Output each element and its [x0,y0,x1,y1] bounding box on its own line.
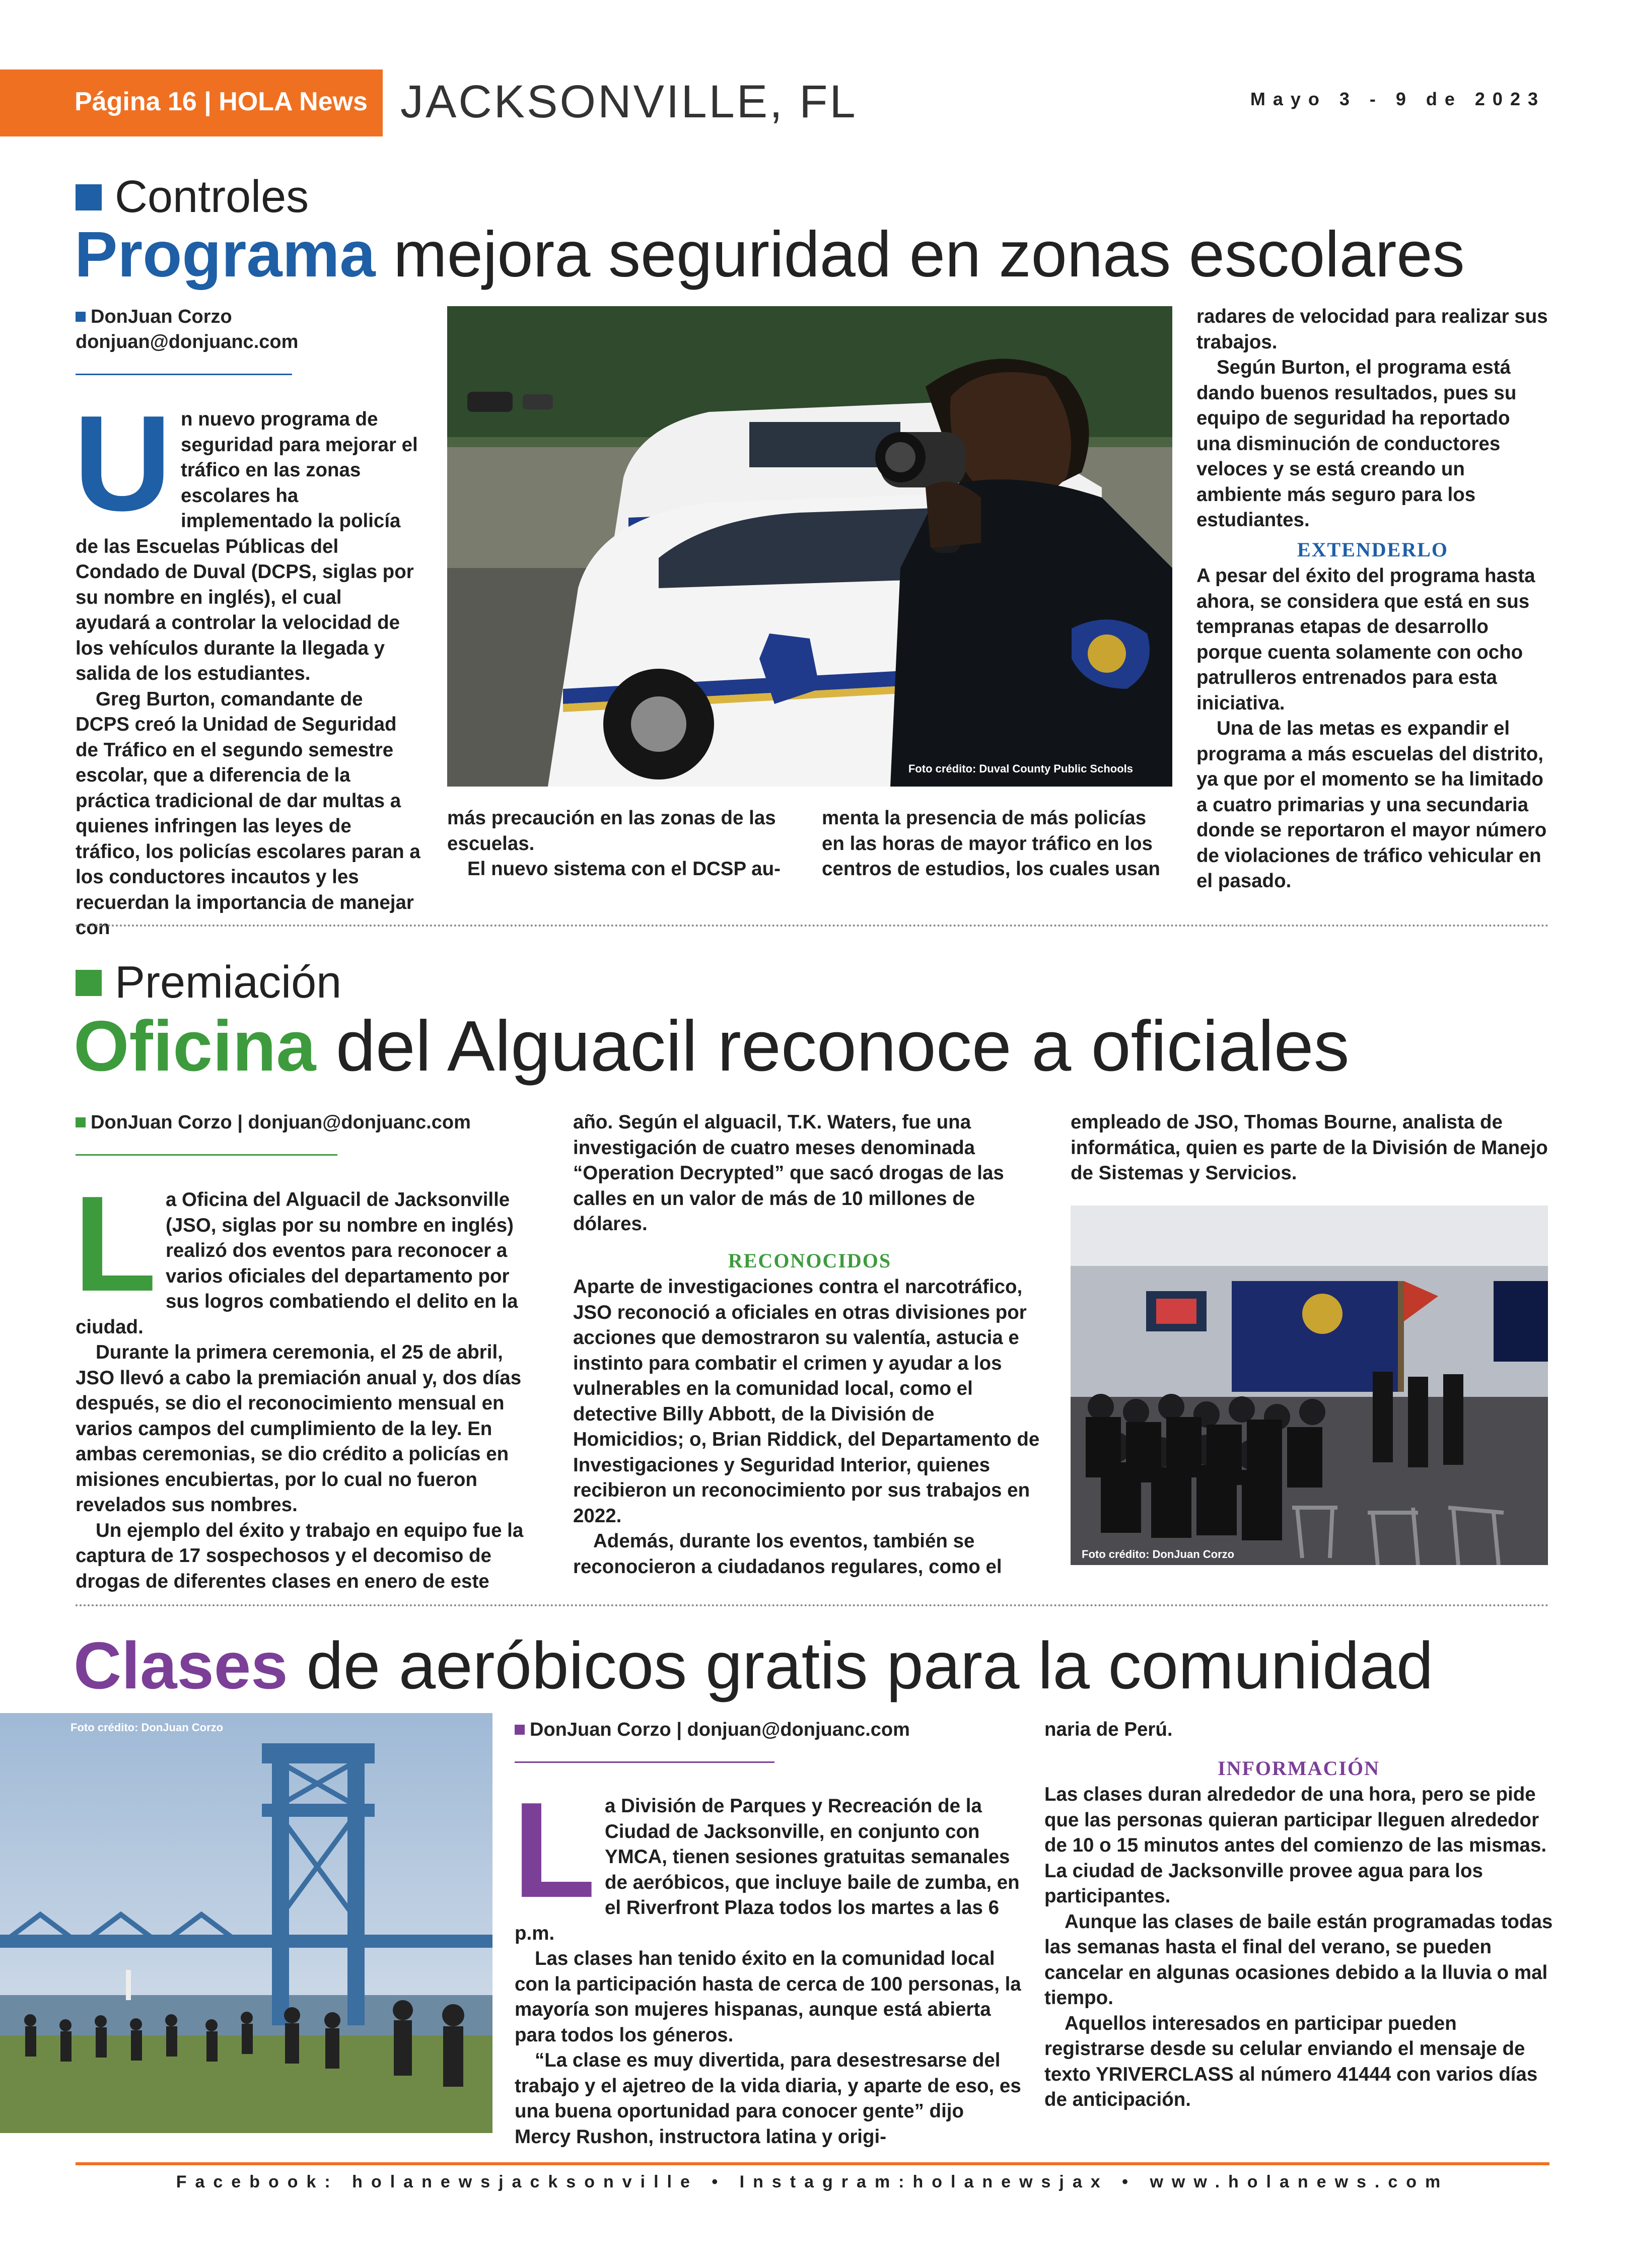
byline-text: DonJuan Corzo | donjuan@donjuanc.com [91,1112,471,1133]
paragraph: Una de las metas es expandir el programa a más escuelas del distrito, ya que por el momento se ha limitado a cuatro primarias y una secundaria donde se reportaron el mayor número de violaciones de tráfico vehicular en el pasado. [1196,718,1547,892]
headline-rest: mejora seguridad en zonas escolares [375,219,1465,291]
photo-credit: Foto crédito: DonJuan Corzo [1082,1548,1235,1561]
paragraph: Aquellos interesados en participar pueden registrarse desde su celular enviando el mensaje de texto YRIVERCLASS al número 41444 con varios días de anticipación. [1044,2012,1538,2110]
article2-kicker [76,957,341,1009]
paragraph: A pesar del éxito del programa hasta ahora, se considera que está en sus tempranas etapas de desarrollo porque cuenta solamente con ocho patrulleros entrenados para esta iniciativa. [1196,565,1535,714]
page-label-tab [0,69,383,136]
paragraph: Aunque las clases de baile están programadas todas las semanas hasta el final del verano, se pueden cancelar en algunas ocasiones debido a la lluvia o mal tiempo. [1044,1910,1553,2009]
paragraph: menta la presencia de más policías en las horas de mayor tráfico en los centros de estudios, los cuales usan [822,807,1160,880]
subhead: RECONOCIDOS [728,1249,892,1272]
paragraph: año. Según el alguacil, T.K. Waters, fue una investigación de cuatro meses denominada “Operation Decrypted” que sacó drogas de las calles en un valor de más de 10 millones de dólares. [573,1111,1004,1235]
byline-rule [515,1761,774,1763]
paragraph: Durante la primera ceremonia, el 25 de abril, JSO llevó a cabo la premiación anual y, dos días después, se dio el reconocimiento mensual en varios campos del cumplimiento de la ley. En ambas ceremonias, se dio crédito a policías en misiones encubiertas, por lo cual no fueron revelados sus nombres. [76,1341,522,1516]
paragraph: Según Burton, el programa está dando buenos resultados, pues su equipo de seguridad ha reportado una disminución de conductores veloces y se está creando un ambiente más seguro para los estudiantes. [1196,357,1517,531]
subhead: EXTENDERLO [1297,538,1449,561]
issue-date: Mayo 3 - 9 de 2023 [1250,89,1545,109]
subhead: INFORMACIÓN [1218,1756,1380,1780]
section-divider [76,925,1549,927]
paragraph: Aparte de investigaciones contra el narcotráfico, JSO reconoció a oficiales en otras divisiones por acciones que demostraron su valentía, astucia e instinto para combatir el crimen y ayudar a los vulnerables en la comunidad local, como el detective Billy Abbott, de la División de Homicidios; o, Brian Riddick, del Departamento de Investigaciones y Seguridad Interior, quienes recibieron un reconocimiento por sus trabajos en 2022. [573,1276,1040,1527]
paragraph: “La clase es muy divertida, para desestresarse del trabajo y el ajetreo de la vida diaria, y aparte de eso, es una buena oportunidad para conocer gente” dijo Mercy Rushon, instructora latina y origi- [515,2049,1021,2148]
byline-rule [76,1154,337,1156]
paragraph: radares de velocidad para realizar sus trabajos. [1196,306,1548,353]
article1-column-2 [447,806,790,882]
article1-column-1 [74,388,420,941]
footer-rule [76,2162,1549,2165]
paragraph: n nuevo programa de seguridad para mejorar el tráfico en las zonas escolares ha implementado la policía de las Escuelas Públicas del Condado de Duval (DCPS, siglas por su nombre en inglés), el cual ayudará a controlar la velocidad de los vehículos durante la llegada y salida de los estudiantes. [76,408,418,684]
paragraph: Las clases han tenido éxito en la comunidad local con la participación hasta de cerca de 100 personas, la mayoría son mujeres hispanas, aunque está abierta para todos los géneros. [515,1948,1021,2046]
police-radar-illustration [447,306,1172,787]
kicker-square-icon [76,184,102,210]
paragraph: El nuevo sistema con el DCSP au- [467,858,781,880]
byline-square-icon [515,1725,525,1735]
drop-cap: L [513,1775,596,1926]
byline-rule [76,374,292,375]
kicker-square-icon [76,970,102,996]
kicker-text: Premiación [115,957,342,1008]
aerobics-illustration [0,1713,492,2133]
paragraph: empleado de JSO, Thomas Bourne, analista de informática, quien es parte de la División de Manejo de Sistemas y Servicios. [1071,1111,1548,1184]
headline-bold: Oficina [74,1006,316,1086]
photo-credit: Foto crédito: DonJuan Corzo [70,1721,224,1734]
headline-rest: de aeróbicos gratis para la comunidad [288,1628,1434,1703]
ceremony-illustration [1071,1206,1548,1565]
byline-square-icon [76,312,86,322]
article3-headline [74,1627,1433,1704]
author-email: donjuan@donjuanc.com [76,331,299,352]
paragraph: a División de Parques y Recreación de la Ciudad de Jacksonville, en conjunto con YMCA, tienen sesiones gratuitas semanales de aeróbicos, que incluye baile de zumba, en el Riverfront Plaza todos los martes a las 6 p.m. [515,1795,1020,1944]
headline-bold: Clases [74,1628,288,1703]
byline-text: DonJuan Corzo | donjuan@donjuanc.com [530,1719,910,1740]
paragraph: Un ejemplo del éxito y trabajo en equipo fue la captura de 17 sospechosos y el decomiso de drogas de diferentes clases en enero de este [76,1519,524,1592]
paragraph: naria de Perú. [1044,1719,1173,1740]
author-name: DonJuan Corzo [91,306,232,327]
article1-headline [75,218,1465,292]
drop-cap: L [74,1168,157,1320]
paragraph: Además, durante los eventos, también se reconocieron a ciudadanos regulares, como el [573,1530,1002,1578]
photo-credit: Foto crédito: Duval County Public Schools [908,762,1133,775]
kicker-text: Controles [115,172,309,222]
paragraph: a Oficina del Alguacil de Jacksonville (JSO, siglas por su nombre en inglés) realizó dos eventos para reconocer a varios oficiales del departamento por sus logros combatiendo el delito en la ciudad. [76,1189,518,1338]
article2-column-3 [1071,1110,1549,1186]
article2-column-1 [74,1168,539,1594]
footer-social-links: Facebook: holanewsjacksonville • Instagram:holanewsjax • www.holanews.com [176,2172,1449,2191]
article2-headline [74,1005,1350,1088]
paragraph: Las clases duran alrededor de una hora, pero se pide que las personas quieran participar lleguen alrededor de 10 o 15 minutos antes del comienzo de las mismas. La ciudad de Jacksonville provee agua para los participantes. [1044,1784,1547,1907]
headline-bold: Programa [75,219,376,291]
headline-rest: del Alguacil reconoce a oficiales [316,1006,1350,1086]
article1-column-3 [822,806,1164,882]
section-divider [76,1604,1549,1606]
article1-byline [76,304,298,355]
article3-column-1 [513,1775,1023,2150]
paragraph: más precaución en las zonas de las escuelas. [447,807,776,855]
drop-cap: U [74,388,172,539]
ceremony-photo [1071,1206,1548,1565]
article3-byline [515,1717,910,1742]
aerobics-photo [0,1713,492,2133]
article2-byline [76,1110,471,1135]
article1-kicker [76,171,309,223]
article2-column-2 [573,1110,1046,1580]
byline-square-icon [76,1117,86,1127]
article3-column-2 [1044,1717,1553,2113]
page-label: Página 16 | HOLA News [75,87,368,116]
article1-column-4 [1196,304,1549,894]
city-title: JACKSONVILLE, FL [400,76,858,127]
paragraph: Greg Burton, comandante de DCPS creó la Unidad de Seguridad de Tráfico en el segundo semestre escolar, que a diferencia de la práctica tradicional de dar multas a quienes infringen las leyes de tráfico, los policías escolares paran a los conductores incautos y les recuerdan la importancia de manejar con [76,688,420,939]
police-radar-photo [447,306,1172,787]
